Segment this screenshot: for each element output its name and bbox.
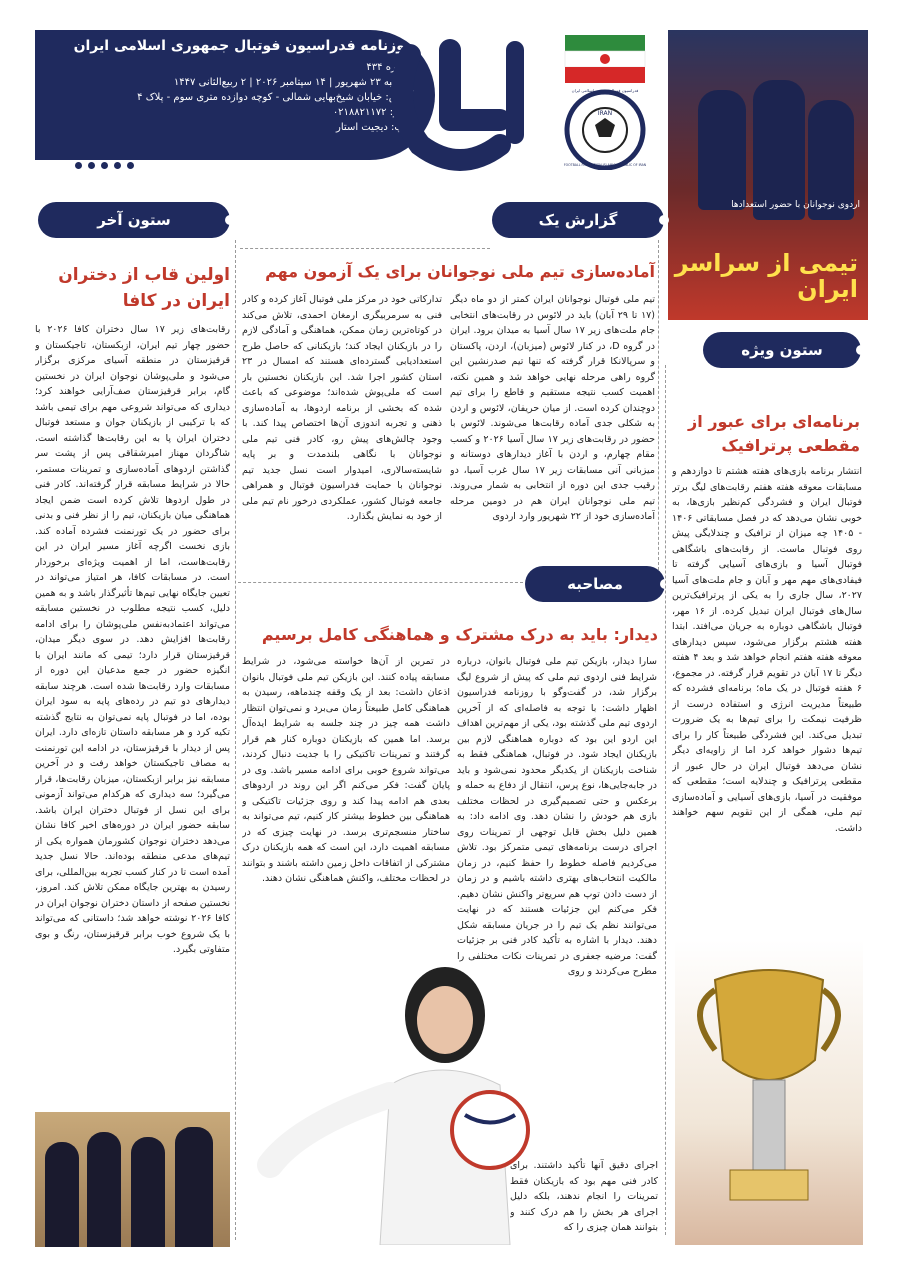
fax: نمابر: ۰۲۱۸۸۲۱۱۷۲ bbox=[332, 107, 413, 118]
divider bbox=[238, 582, 523, 583]
masthead bbox=[35, 30, 435, 160]
special-column-headline: برنامه‌ای برای عبور از مقطعی پرترافیک bbox=[688, 412, 860, 455]
section-special-column: ستون ویژه bbox=[703, 332, 861, 368]
pill-dot-icon bbox=[225, 215, 235, 225]
interview-col1: سارا دیدار، بازیکن تیم ملی فوتبال بانوان، درباره شرایط فنی اردوی تیم ملی که پیش از شروع لیگ برگزار شد، در گفت‌وگو با روزنامه فدراسیون اظهار داشت: با توجه به فاصله‌ای که از آخرین اردوی تیم ملی گذشته بود، یکی از مهم‌ترین اهداف این اردو این بود که دوباره هماهنگی لازم بین بازیکنان ایجاد شود. در فوتبال، هماهنگی فقط به شناخت بازیکنان از یکدیگر محدود نمی‌شود و باید در جابه‌جایی‌ها، نوع پرس، انتقال از دفاع به حمله و برعکس و حتی تصمیم‌گیری در لحظات مختلف بازی هم خودش را نشان دهد. وی ادامه داد: به همین دلیل بخش قابل توجهی از تمرینات روی اجرای درست برنامه‌های تیمی متمرکز بود. تلاش می‌کردیم فاصله خطوط را حفظ کنیم، در زمان مالکیت انتخاب‌های بهتری داشته باشیم و در زمان از دست دادن توپ هم سریع‌تر واکنش نشان دهیم. فکر می‌کنم این جزئیات هستند که در نهایت می‌توانند نظم یک تیم را در جریان مسابقه شکل دهند. دیدار با اشاره به تأکید کادر فنی بر جزئیات گفت: مرضیه جعفری در تمرینات نکات مختلفی را مطرح می‌کردند و روی bbox=[457, 656, 657, 977]
special-column-body: انتشار برنامه بازی‌های هفته هشتم تا دوازدهم و مسابقات معوقه هفته هفتم رقابت‌های لیگ برتر فوتبال ایران و فشردگی کم‌نظیر بازی‌ها، به خوبی نشان می‌دهد که در فصل مسابقاتی ۱۴۰۶ - ۱۴۰۵ چه میزان از ترافیک و چندلایگی پیش روی فوتبال ماست. از رقابت‌های باشگاهی فوتبال آسیا و بازی‌های آسیایی گرفته تا فیفادی‌های مهم مهر و آبان و جام ملت‌های آسیا ۲۰۲۷، سال جاری را به یکی از پرترافیک‌ترین سال‌های فوتبال ایران تبدیل کرده. از ۱۶ مهر، فوتبال باشگاهی دوباره به جریان می‌افتد. ابتدا هفته هشتم برگزار می‌شود، سپس دیدارهای معوقه هفته هفتم انجام خواهد شد و بعد ۴ هفته دیگر تا ۱۷ آبان در تقویم قرار گرفته. در مجموع، ۶ هفته فوتبال در یک ماه؛ برنامه‌ای فشرده که طبیعتاً مدیریت انرژی و استفاده درست از ظرفیت نیمکت را برای تیم‌ها به یک ضرورت تبدیل می‌کند. این فشردگی طبیعتاً کار را برای تیم‌ها دشوار خواهد کرد اما از زاویه‌ای دیگر نشان می‌دهد فوتبال ایران در حال عبور از مقطعی پرترافیک و چندلایه است؛ مقطعی که موفقیت در آسیا، بازی‌های آسیایی و آماده‌سازی تیم ملی، همگی از این تقویم سهم خواهند داشت. bbox=[672, 466, 862, 834]
cover-image bbox=[668, 30, 868, 320]
divider bbox=[665, 365, 666, 1235]
section-report: گزارش یک bbox=[492, 202, 664, 238]
pill-dot-icon bbox=[856, 345, 866, 355]
cover-title: تیمی از سراسر ایران bbox=[674, 249, 858, 303]
section-interview: مصاحبه bbox=[525, 566, 665, 602]
fed-ball-text: IRAN bbox=[597, 110, 613, 117]
divider bbox=[658, 240, 659, 570]
pill-dot-icon bbox=[659, 215, 669, 225]
divider bbox=[235, 240, 236, 1240]
fed-logo-text-top: فدراسیون فوتبال جمهوری اسلامی ایران bbox=[571, 88, 639, 93]
divider bbox=[240, 248, 490, 249]
issue-date: دوشنبه ۲۳ شهریور | ۱۴ سپتامبر ۲۰۲۶ | ۲ ربیع‌الثانی ۱۴۴۷ bbox=[173, 77, 413, 88]
cover-subtitle: اردوی نوجوانان با حضور استعدادها bbox=[731, 200, 860, 210]
interview-headline: دیدار: باید به درک مشترک و هماهنگی کامل برسیم bbox=[261, 625, 658, 644]
report-headline: آماده‌سازی تیم ملی نوجوانان برای یک آزمون مهم bbox=[265, 262, 655, 281]
trophy-photo bbox=[675, 940, 863, 1245]
decorative-dots bbox=[75, 162, 134, 169]
address: آدرس: خیابان شیخ‌بهایی شمالی - کوچه دوازده متری سوم - پلاک ۴ bbox=[137, 92, 413, 103]
report-body-right: تیم ملی فوتبال نوجوانان ایران کمتر از دو ماه دیگر (۱۷ تا ۲۹ آبان) باید در لائوس در رقابت‌های انتخابی جام ملت‌های زیر ۱۷ سال آسیا به میدان برود. ایران در گروه D، در کنار لائوس (میزبان)، اردن، پاکستان و سرپالانکا قرار گرفته که تنها تیم صدرنشین این گروه راهی مرحله نهایی خواهد شد و همین نکته، اهمیت کسب نتیجه مستقیم و قاطع را برای تیم دوچندان کرده است. از میان حریفان، لائوس و اردن به شکلی جدی آماده رقابت‌ها می‌شوند. لائوس با حضور در رقابت‌های زیر ۱۷ سال آسیا ۲۰۲۶ و کسب مقام چهارم، و اردن با آغاز دیدارهای دوستانه و میزبانی آنی مسابقات زیر ۱۷ سال غرب آسیا، دو رقیب جدی این دوره از انتخابی به شمار می‌روند. تیم ملی نوجوانان ایران هم در دومین مرحله آماده‌سازی خود از ۲۲ شهریور وارد اردوی bbox=[450, 294, 655, 522]
interview-col2: در تمرین از آن‌ها خواسته می‌شود، در شرایط مسابقه پیاده کنند. این بازیکن تیم ملی فوتبال بانوان اذعان داشت: بعد از یک وقفه چندماهه، رسیدن به هماهنگی کامل طبیعتاً زمان می‌برد و نمی‌توان انتظار داشت همه چیز در چند جلسه به شرایط ایده‌آل برسد. اما همین که بازیکنان دوباره کنار هم قرار گرفتند و تمرینات تاکتیکی را با جدیت دنبال کردند، می‌تواند شروع خوبی برای ادامه مسیر باشد. وی در پایان گفت: فکر می‌کنم اگر این روند در اردوهای بعدی هم ادامه پیدا کند و روی جزئیات تاکتیکی و هماهنگی بین خطوط بیشتر کار کنیم، تیم می‌تواند به ساختار منسجم‌تری برسد. در نهایت چیزی که در مسابقه اهمیت دارد، این است که همه بازیکنان درک مشترکی از اتفاقات داخل زمین داشته باشند و بتوانند در لحظات مختلف، واکنش هماهنگی نشان دهند. bbox=[242, 656, 450, 884]
federation-logo bbox=[550, 30, 660, 170]
last-column-headline: اولین قاب از دختران ایران در کافا bbox=[58, 265, 230, 311]
last-column-body: رقابت‌های زیر ۱۷ سال دختران کافا ۲۰۲۶ با حضور چهار تیم ایران، ازبکستان، تاجیکستان و قرقیزستان در منطقه آسیای مرکزی برگزار می‌شود و ملی‌پوشان نوجوان ایران در نخستین گام، برابر قرقیزستان صف‌آرایی خواهند کرد؛ دیداری که می‌تواند شروعی مهم برای تیمی باشد که با ترکیبی از بازیکنان جوان و مستعد فوتبال دختران ایران پا به این رقابت‌ها گذاشته است. شاگردان مهناز امیرشقاقی پس از پشت سر گذاشتن اردوهای آماده‌سازی و تمرینات مستمر، حالا در شرایط مسابقه قرار گرفته‌اند. کادر فنی در طول اردوها تلاش کرده است ضمن ایجاد هماهنگی میان بازیکنان، تیم را از نظر فنی و بدنی برای حضور در یک تورنمنت فشرده آماده کند. بازی نخست اگرچه آغاز مسیر ایران در این رقابت‌هاست، اما از اهمیت ویژه‌ای برخوردار است. در مسابقات کافا، هر امتیاز می‌تواند در تعیین جایگاه نهایی تیم‌ها تأثیرگذار باشد و به همین دلیل، کسب نتیجه مطلوب در نخستین مسابقه می‌تواند اعتماد‌به‌نفس ملی‌پوشان را برای ادامه رقابت‌ها افزایش دهد. در سوی دیگر میدان، قرقیزستان قرار دارد؛ تیمی که مانند ایران با انگیزه حضور در جمع مدعیان این دوره از مسابقات وارد رقابت‌ها شده است. هرچند سابقه دیدارهای دو تیم در رده‌های پایه به سود ایران بوده، اما در فوتبال پایه نمی‌توان به نتایج گذشته تکیه کرد و هر مسابقه داستان تازه‌ای دارد. ایران پس از دیدار با قرقیزستان، در ادامه این تورنمنت به مصاف تاجیکستان خواهد رفت و در آخرین مسابقه نیز برابر ازبکستان، میزبان رقابت‌ها، قرار می‌گیرد؛ سه دیداری که هرکدام می‌تواند آزمونی برای این نسل از فوتبال دختران ایران باشد. سابقه حضور ایران در دوره‌های اخیر کافا نشان می‌دهد دختران نوجوان کشورمان همواره یکی از تیم‌های مدعی منطقه بوده‌اند. حالا نسل جدید آمده است تا در کنار کسب تجربه بین‌المللی، برای رسیدن به بهترین جایگاه ممکن تلاش کند. امروز، نخستین صفحه از داستان دختران نوجوان ایران در کافا ۲۰۲۶ نوشته خواهد شد؛ داستانی که می‌تواند با یک شروع خوب برابر قرقیزستان، رنگ و بوی متفاوتی بگیرد. bbox=[35, 324, 230, 955]
printer: چاپ: دیجیت استار bbox=[336, 122, 413, 133]
fed-logo-text: FOOTBALL FEDERATION ISLAMIC REPUBLIC OF IRAN bbox=[563, 163, 647, 167]
trophy-icon bbox=[675, 940, 863, 1245]
newspaper-logo bbox=[380, 35, 550, 175]
report-body-left: تدارکاتی خود در مرکز ملی فوتبال آغاز کرده و کادر فنی به سرمربیگری ارمغان احمدی، تلاش می‌کند در کوتاه‌ترین زمان ممکن، هماهنگی و آمادگی لازم را در بازیکنان ایجاد کند؛ بازیکنانی که حاصل طرح استعدادیابی گسترده‌ای هستند که امسال در ۲۳ استان کشور اجرا شد. این بازیکنان نخستین بار است که ملی‌پوش شده‌اند؛ موضوعی که باعث شده که بخشی از برنامه اردوها، به آماده‌سازی ذهنی و تجربه اندوزی آن‌ها اختصاص پیدا کند. با وجود چالش‌های پیش رو، کادر فنی تیم ملی نوجوانان با نگاهی بلندمدت و بر پایه شایسته‌سالاری، امیدوار است نسل جدید تیم نوجوانان با حمایت فدراسیون فوتبال و همراهی جامعه فوتبال کشور، عملکردی درخور نام تیم ملی از خود به نمایش بگذارد. bbox=[242, 294, 442, 522]
interview-col3: اجرای دقیق آنها تأکید داشتند. برای کادر فنی مهم بود که بازیکنان فقط تمرینات را انجام ندهند، بلکه دلیل اجرای هر بخش را هم درک کنند و بتوانند همان چیزی را که bbox=[510, 1160, 658, 1233]
newspaper-title: روزنامه فدراسیون فوتبال جمهوری اسلامی ایران bbox=[73, 38, 413, 54]
issue-number: شماره ۴۳۴ bbox=[366, 62, 413, 73]
girls-team-photo bbox=[35, 1112, 230, 1247]
section-last-column: ستون آخر bbox=[38, 202, 230, 238]
